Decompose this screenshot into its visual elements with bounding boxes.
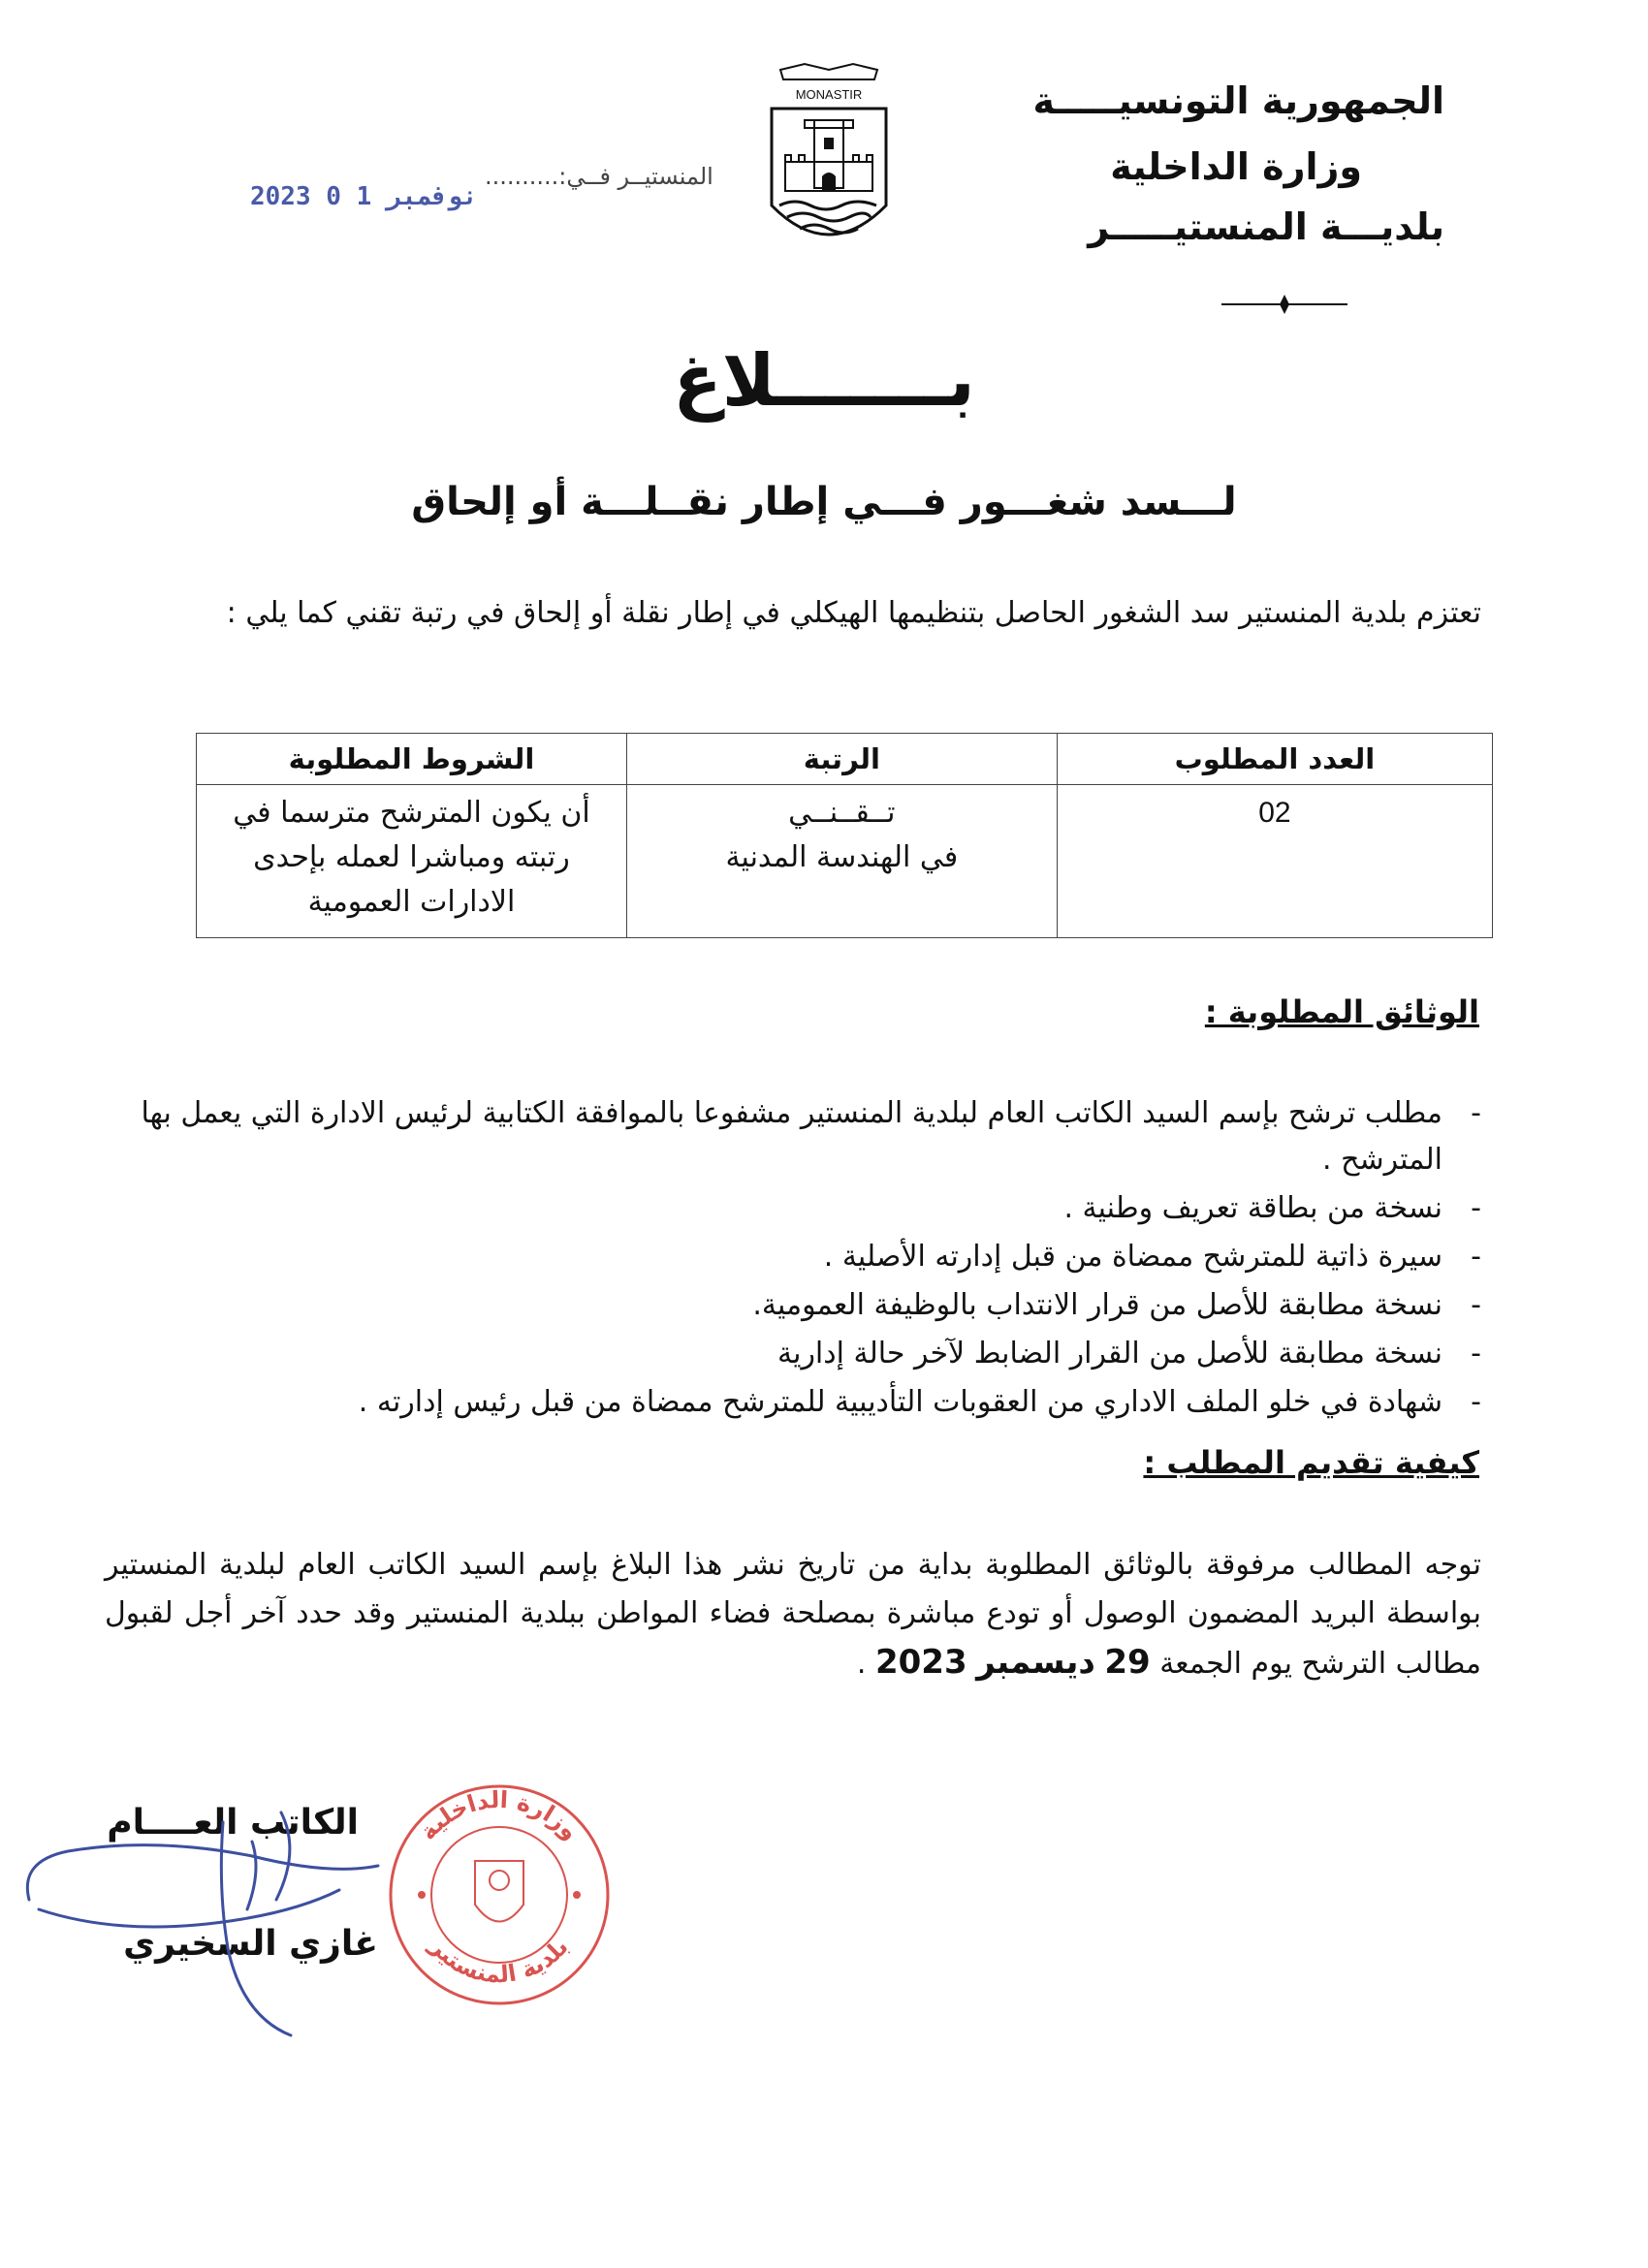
- signatory-title: الكاتب العــــام: [107, 1803, 359, 1843]
- list-item: - نسخة مطابقة للأصل من قرار الانتداب بالوظيفة العمومية.: [752, 1288, 1481, 1322]
- date-stamp: 2023 نوفمبر 1 0: [250, 182, 478, 211]
- document-title: بـــــــلاغ: [673, 339, 975, 423]
- grade-specialty: في الهندسة المدنية: [725, 840, 959, 874]
- cell-grade: [626, 785, 1057, 938]
- submission-heading: كيفية تقديم المطلب :: [1143, 1444, 1479, 1481]
- deadline-day: 29: [1104, 1643, 1151, 1682]
- requirements-table: [196, 733, 1493, 938]
- svg-text:بلدية المنستير: بلدية المنستير: [425, 1933, 574, 1989]
- list-item: - نسخة من بطاقة تعريف وطنية .: [1063, 1191, 1481, 1225]
- list-item: - نسخة مطابقة للأصل من القرار الضابط لآخر حالة إدارية: [777, 1337, 1481, 1370]
- table-header-row: [197, 734, 1493, 785]
- header-count: العدد المطلوب: [1057, 734, 1492, 785]
- table-row: [197, 785, 1493, 938]
- deadline-month: ديسمبر: [976, 1643, 1095, 1682]
- svg-text:MONASTIR: MONASTIR: [795, 87, 863, 102]
- header-conditions: الشروط المطلوبة: [197, 734, 627, 785]
- cell-conditions: أن يكون المترشح مترسما في رتبته ومباشرا لعمله بإحدى الادارات العمومية: [197, 785, 627, 938]
- cell-count: 02: [1057, 785, 1492, 938]
- submission-paragraph: توجه المطالب مرفوقة بالوثائق المطلوبة بداية من تاريخ نشر هذا البلاغ بإسم السيد الكاتب العام لبلدية المنستير بواسطة البريد المضمون الوصول أو تودع مباشرة بمصلحة فضاء المواطن ببلدية المنستير وقد حدد آخر أجل لقبول مطالب الترشح يوم الجمعة 29 ديسمبر 2023 .: [105, 1548, 1481, 1682]
- list-item: - سيرة ذاتية للمترشح ممضاة من قبل إدارته الأصلية .: [823, 1240, 1481, 1274]
- deadline-year: 2023: [874, 1643, 967, 1682]
- list-item: - شهادة في خلو الملف الاداري من العقوبات التأديبية للمترشح ممضاة من قبل رئيس إدارته .: [358, 1385, 1481, 1419]
- header-divider: [1221, 291, 1347, 318]
- date-label: المنستيــر فــي:..........: [485, 163, 713, 190]
- header-ministry: وزارة الداخلية: [1110, 145, 1362, 188]
- svg-text:وزارة الداخلية: وزارة الداخلية: [414, 1785, 585, 1845]
- documents-heading: الوثائق المطلوبة :: [1204, 993, 1479, 1030]
- signatory-name: غازي السخيري: [123, 1924, 378, 1964]
- document-subtitle: لـــسد شغـــور فـــي إطار نقــلـــة أو إلحاق: [411, 480, 1237, 524]
- handwritten-signature: [10, 1783, 417, 2055]
- header-grade: الرتبة: [626, 734, 1057, 785]
- list-item: - مطلب ترشح بإسم السيد الكاتب العام لبلدية المنستير مشفوعا بالموافقة الكتابية لرئيس الادارة التي يعمل بها المترشح .: [141, 1096, 1481, 1177]
- intro-paragraph: تعتزم بلدية المنستير سد الشغور الحاصل بتنظيمها الهيكلي في إطار نقلة أو إلحاق في رتبة تقني كما يلي :: [226, 596, 1481, 630]
- official-seal: [383, 1779, 616, 2011]
- monastir-logo: [766, 60, 892, 254]
- header-republic: الجمهورية التونسيـــــة: [1032, 79, 1444, 122]
- header-municipality: بلديـــة المنستيـــــر: [1088, 205, 1444, 248]
- grade-title: تــقــنــي: [788, 796, 896, 830]
- documents-list: [105, 1090, 1481, 1428]
